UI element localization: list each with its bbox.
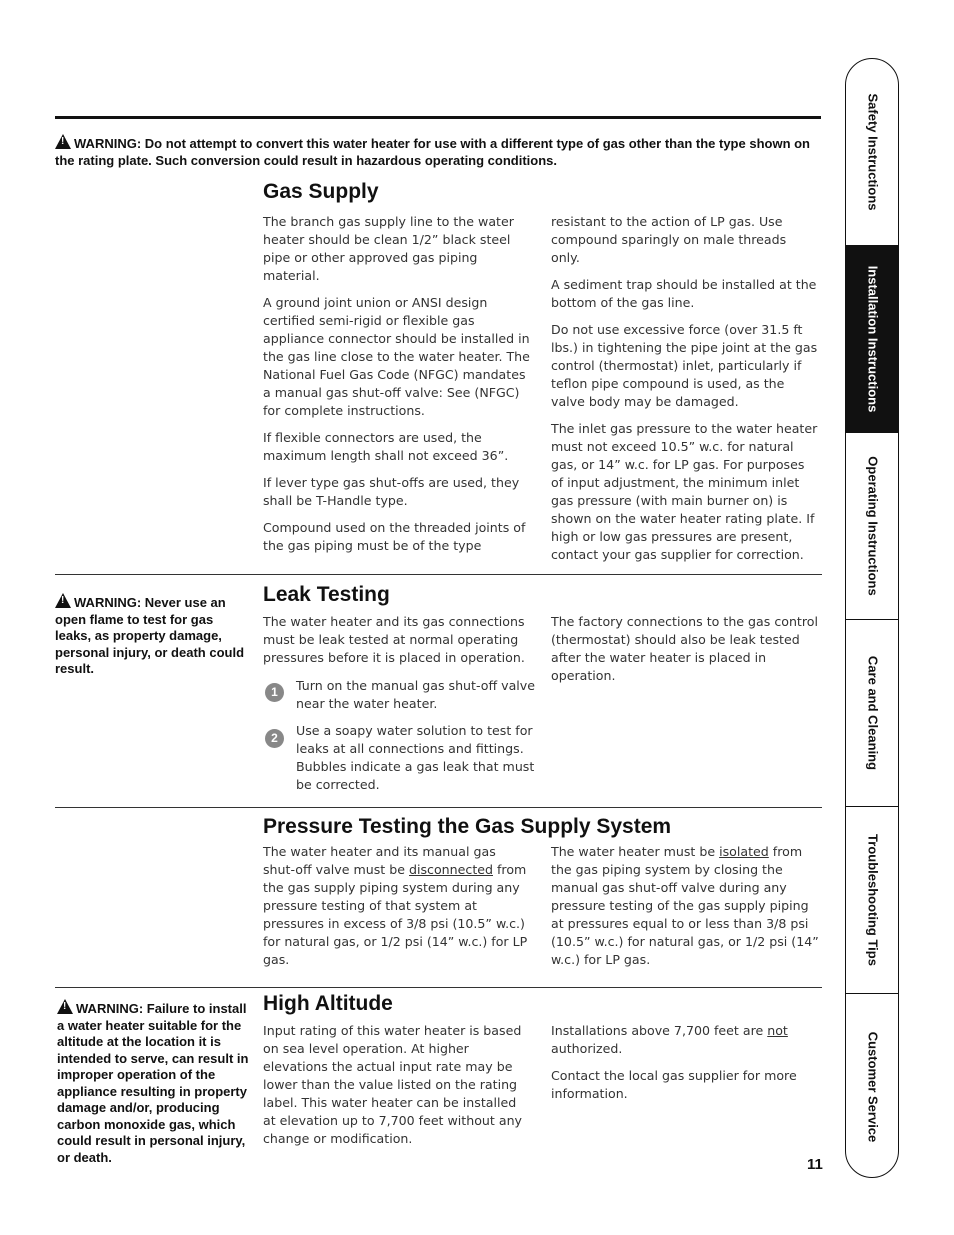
leak-testing-title: Leak Testing: [263, 583, 390, 606]
gas-conversion-warning: !WARNING: Do not attempt to convert this water heater for use with a different type of gas other than the type shown on the rating plate. Such conversion could result in hazardous operating conditions.: [55, 134, 815, 169]
altitude-warning: !WARNING: Failure to install a water heater suitable for the altitude at the location it is intended to serve, can result in improper operation of the appliance resulting in property damage and/or, producing carbon monoxide gas, which could result in personal injury, or death.: [57, 999, 252, 1166]
high-altitude-left-column: Input rating of this water heater is based on sea level operation. At higher elevations the actual input rate may be lower than the value listed on the rating label. This water heater can be installed at elevation up to 7,700 feet without any change or modification.: [263, 1023, 523, 1146]
tab-troubleshooting-tips[interactable]: Troubleshooting Tips: [846, 806, 899, 993]
leak-testing-right-column: The factory connections to the gas control (thermostat) should also be leak tested after the water heater is placed in operation.: [551, 614, 818, 683]
pressure-testing-left-column: The water heater and its manual gas shut-off valve must be disconnected from the gas supply piping system during any pressure testing of that system at pressures in excess of 3/8 psi (10.5” w.c.) for natural gas, or 1/2 psi (14” w.c.) for LP gas.: [263, 844, 528, 967]
gas-supply-title: Gas Supply: [263, 180, 379, 203]
gas-supply-right-column: resistant to the action of LP gas. Use compound sparingly on male threads only. A sediment trap should be installed at the bottom of the gas line. Do not use excessive force (over 31.5 ft lbs.) in tightening the pipe joint at the gas control (thermostat) inlet, particularly if teflon pipe compound is used, as the valve body may be damaged. The inlet gas pressure to the water heater must not exceed 10.5” w.c. for natural gas, or 14” w.c. for LP gas. For purposes of input adjustment, the minimum inlet gas pressure (with main burner on) is shown on the water heater rating plate. If high or low gas pressures are present, contact your gas supplier for correction.: [551, 214, 818, 562]
tab-installation-instructions[interactable]: Installation Instructions: [846, 245, 899, 432]
warning-icon: [57, 999, 73, 1014]
page-number: 11: [807, 1156, 823, 1173]
warning-icon: [55, 134, 71, 149]
tab-operating-instructions[interactable]: Operating Instructions: [846, 432, 899, 619]
section-divider: [55, 807, 822, 808]
warning-icon: [55, 593, 71, 608]
section-divider: [55, 574, 822, 575]
open-flame-warning: !WARNING: Never use an open flame to test for gas leaks, as property damage, personal injury, or death could result.: [55, 593, 250, 678]
high-altitude-right-column: Installations above 7,700 feet are not authorized. Contact the local gas supplier for more information.: [551, 1023, 797, 1101]
leak-testing-intro: The water heater and its gas connections must be leak tested at normal operating pressures before it is placed in operation.: [263, 614, 525, 665]
section-divider: [55, 987, 822, 988]
high-altitude-title: High Altitude: [263, 992, 393, 1015]
section-tabs: [845, 58, 899, 1178]
tab-safety-instructions[interactable]: Safety Instructions: [865, 93, 881, 211]
tab-customer-service[interactable]: Customer Service: [846, 993, 899, 1178]
gas-supply-left-column: The branch gas supply line to the water heater should be clean 1/2” black steel pipe or other approved gas piping material. A ground joint union or ANSI design certified semi-rigid or flexible gas appliance connector should be installed in the gas line close to the water heater. The National Fuel Gas Code (NFGC) mandates a manual gas shut-off valve: See (NFGC) for complete instructions. If flexible connectors are used, the maximum length shall not exceed 36”. If lever type gas shut-offs are used, they shall be T-Handle type. Compound used on the threaded joints of the gas piping must be of the type: [263, 214, 530, 553]
pressure-testing-title: Pressure Testing the Gas Supply System: [263, 815, 672, 838]
leak-step-2: Use a soapy water solution to test for leaks at all connections and fittings. Bubbles indicate a gas leak that must be corrected.: [296, 723, 535, 792]
top-rule: [55, 116, 821, 119]
step-number-badge: 2: [265, 729, 284, 748]
leak-step-1: Turn on the manual gas shut-off valve near the water heater.: [296, 678, 536, 711]
pressure-testing-right-column: The water heater must be isolated from the gas piping system by closing the manual gas shut-off valve during any pressure testing of the gas supply piping at pressures equal to or less than 3/8 psi (10.5” w.c.) for natural gas, or 1/2 psi (14” w.c.) for LP gas.: [551, 844, 819, 967]
tab-care-and-cleaning[interactable]: Care and Cleaning: [846, 619, 899, 806]
step-number-badge: 1: [265, 683, 284, 702]
